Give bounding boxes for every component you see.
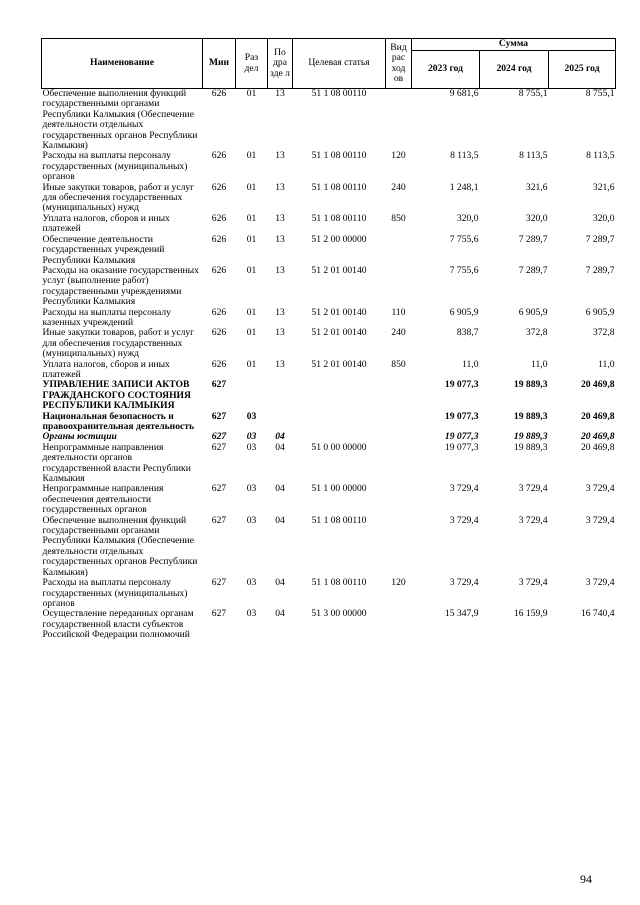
cell-target: 51 2 01 00140 — [311, 358, 367, 370]
cell-name: Национальная безопасность и правоохранительная деятельность — [42, 410, 195, 432]
cell-2023: 7 755,6 — [449, 233, 479, 245]
cell-podrazdel: 13 — [275, 327, 285, 339]
cell-2024: 11,0 — [531, 358, 548, 370]
cell-name: Органы юстиции — [42, 431, 117, 443]
cell-2025: 6 905,9 — [585, 306, 615, 318]
header-podrazdel: По дра зде л — [268, 39, 293, 89]
cell-2023: 9 681,6 — [449, 88, 479, 99]
cell-2025: 7 289,7 — [585, 233, 615, 245]
header-vid: Вид рас ход ов — [386, 39, 412, 89]
cell-2024: 3 729,4 — [518, 514, 548, 526]
cell-razdel: 03 — [246, 410, 257, 422]
cell-vid: 120 — [391, 577, 406, 589]
cell-target: 51 2 01 00140 — [311, 306, 367, 318]
cell-razdel: 01 — [246, 150, 257, 162]
table-row — [42, 328, 616, 359]
table-row — [42, 578, 616, 609]
cell-razdel: 01 — [246, 181, 257, 193]
header-2024: 2024 год — [480, 51, 549, 89]
cell-min: 626 — [211, 212, 227, 224]
cell-2023: 8 113,5 — [450, 150, 479, 162]
header-sum: Сумма — [412, 39, 616, 51]
cell-min: 626 — [211, 88, 227, 99]
cell-2025: 7 289,7 — [585, 264, 615, 276]
cell-2024: 8 755,1 — [518, 88, 548, 99]
cell-min: 626 — [211, 150, 227, 162]
table-row — [42, 183, 616, 214]
cell-target: 51 1 08 00110 — [311, 212, 367, 224]
cell-name: УПРАВЛЕНИЕ ЗАПИСИ АКТОВ ГРАЖДАНСКОГО СОСТОЯНИЯ РЕСПУБЛИКИ КАЛМЫКИЯ — [42, 379, 191, 412]
cell-min: 626 — [211, 181, 227, 193]
cell-podrazdel: 13 — [275, 181, 285, 193]
table-body — [42, 89, 616, 641]
cell-2023: 320,0 — [456, 212, 479, 224]
cell-podrazdel: 13 — [275, 88, 285, 99]
table-header — [42, 39, 616, 89]
cell-min: 627 — [211, 514, 227, 526]
header-razdel: Раз дел — [236, 39, 268, 89]
cell-target — [293, 380, 386, 411]
cell-2024: 19 889,3 — [513, 379, 548, 391]
cell-razdel: 01 — [246, 358, 257, 370]
cell-2023: 3 729,4 — [449, 577, 479, 589]
table-row — [42, 151, 616, 182]
table-row — [42, 484, 616, 515]
cell-2025: 20 469,8 — [580, 410, 615, 422]
cell-name: Иные закупки товаров, работ и услуг для обеспечения государственных (муниципальных) нужд — [42, 327, 195, 360]
table-row — [42, 360, 616, 381]
cell-2024: 19 889,3 — [513, 410, 548, 422]
cell-2023: 838,7 — [456, 327, 479, 339]
cell-podrazdel: 13 — [275, 212, 285, 224]
cell-vid: 240 — [391, 327, 406, 339]
cell-target: 51 0 00 00000 — [311, 441, 367, 453]
cell-razdel: 03 — [246, 608, 257, 620]
cell-vid — [386, 380, 412, 411]
cell-min: 626 — [211, 358, 227, 370]
budget-table — [41, 38, 616, 641]
cell-name: Расходы на выплаты персоналу государственных (муниципальных) органов — [42, 150, 188, 183]
cell-podrazdel — [268, 412, 293, 433]
cell-target: 51 2 00 00000 — [311, 233, 367, 245]
table-row — [42, 235, 616, 266]
table-row — [42, 266, 616, 308]
cell-vid — [386, 484, 412, 515]
cell-target: 51 1 08 00110 — [311, 88, 367, 99]
cell-target: 51 3 00 00000 — [311, 608, 367, 620]
page-number: 94 — [580, 872, 592, 886]
cell-2023: 1 248,1 — [449, 181, 479, 193]
cell-2023: 19 077,3 — [444, 379, 479, 391]
cell-2024: 372,8 — [525, 327, 548, 339]
cell-min: 627 — [211, 410, 227, 422]
cell-target: 51 1 08 00110 — [311, 150, 367, 162]
cell-min: 627 — [211, 379, 227, 391]
cell-2024: 321,6 — [525, 181, 548, 193]
cell-target: 51 2 01 00140 — [311, 327, 367, 339]
cell-2025: 8 755,1 — [585, 88, 615, 99]
header-name: Наименование — [42, 39, 203, 89]
cell-name: Непрограммные направления обеспечения деятельности государственных органов — [42, 483, 164, 516]
cell-2025: 3 729,4 — [585, 577, 615, 589]
cell-podrazdel: 04 — [275, 577, 285, 589]
header-target: Целевая статья — [293, 39, 386, 89]
cell-target: 51 2 01 00140 — [311, 264, 367, 276]
cell-2025: 321,6 — [592, 181, 615, 193]
cell-target: 51 1 08 00110 — [311, 181, 367, 193]
cell-2025: 8 113,5 — [586, 150, 615, 162]
cell-name: Иные закупки товаров, работ и услуг для обеспечения государственных (муниципальных) нужд — [42, 181, 195, 214]
cell-podrazdel: 13 — [275, 358, 285, 370]
cell-target: 51 1 08 00110 — [311, 514, 367, 526]
cell-razdel: 03 — [246, 483, 257, 495]
cell-2023: 3 729,4 — [449, 483, 479, 495]
cell-podrazdel: 13 — [275, 150, 285, 162]
table-row — [42, 443, 616, 485]
cell-2025: 372,8 — [592, 327, 615, 339]
cell-name: Обеспечение выполнения функций государственными органами Республики Калмыкия (Обеспечение деятельности отдельных государственных органов Республики Калмыкия) — [42, 88, 198, 152]
cell-2024: 320,0 — [525, 212, 548, 224]
cell-2024: 16 159,9 — [513, 608, 548, 620]
cell-podrazdel: 04 — [275, 483, 285, 495]
cell-podrazdel: 04 — [275, 608, 285, 620]
cell-2025: 3 729,4 — [585, 514, 615, 526]
cell-2025: 20 469,8 — [580, 431, 615, 443]
cell-vid — [386, 89, 412, 152]
cell-name: Обеспечение деятельности государственных учреждений Республики Калмыкия — [42, 233, 165, 266]
cell-min: 627 — [211, 483, 227, 495]
cell-2025: 20 469,8 — [580, 441, 615, 453]
cell-vid — [386, 516, 412, 578]
cell-vid — [386, 432, 412, 442]
cell-vid: 240 — [391, 181, 406, 193]
cell-2023: 3 729,4 — [449, 514, 479, 526]
cell-vid: 850 — [391, 212, 406, 224]
cell-vid: 110 — [391, 306, 406, 318]
cell-podrazdel: 13 — [275, 264, 285, 276]
cell-2025: 20 469,8 — [580, 379, 615, 391]
cell-vid — [386, 443, 412, 485]
cell-name: Расходы на выплаты персоналу государственных (муниципальных) органов — [42, 577, 188, 609]
cell-target — [293, 412, 386, 433]
cell-razdel: 03 — [246, 514, 257, 526]
cell-min: 627 — [211, 441, 227, 453]
header-min: Мин — [203, 39, 236, 89]
cell-2024: 3 729,4 — [518, 577, 548, 589]
cell-razdel: 03 — [246, 441, 257, 453]
cell-target: 51 1 00 00000 — [311, 483, 367, 495]
cell-2024: 19 889,3 — [513, 431, 548, 443]
cell-razdel: 01 — [246, 327, 257, 339]
cell-razdel: 01 — [246, 306, 257, 318]
cell-razdel: 01 — [246, 233, 257, 245]
cell-razdel: 01 — [246, 212, 257, 224]
cell-min: 627 — [211, 608, 227, 620]
cell-2023: 7 755,6 — [449, 264, 479, 276]
cell-podrazdel — [268, 380, 293, 411]
table-row — [42, 308, 616, 329]
header-2023: 2023 год — [412, 51, 480, 89]
cell-name: Непрограммные направления деятельности органов государственной власти Республики Калмыкия — [42, 441, 191, 485]
table-row — [42, 516, 616, 578]
table-row — [42, 609, 616, 640]
cell-2023: 19 077,3 — [444, 431, 479, 443]
cell-2023: 15 347,9 — [444, 608, 479, 620]
cell-razdel: 01 — [246, 88, 257, 99]
cell-2023: 19 077,3 — [444, 410, 479, 422]
cell-name: Расходы на оказание государственных услуг (выполнение работ) государственными учреждениями Республики Калмыкия — [42, 264, 199, 308]
cell-2024: 7 289,7 — [518, 233, 548, 245]
cell-razdel — [236, 380, 268, 411]
cell-2025: 16 740,4 — [580, 608, 615, 620]
cell-vid: 120 — [391, 150, 406, 162]
table-row — [42, 214, 616, 235]
cell-razdel: 03 — [246, 431, 257, 443]
cell-name: Уплата налогов, сборов и иных платежей — [42, 212, 170, 235]
cell-min: 627 — [211, 577, 227, 589]
cell-2025: 3 729,4 — [585, 483, 615, 495]
cell-min: 627 — [211, 431, 227, 443]
cell-name: Осуществление переданных органам государственной власти субъектов Российской Федерации полномочий — [42, 608, 194, 641]
cell-2023: 11,0 — [462, 358, 479, 370]
cell-2024: 6 905,9 — [518, 306, 548, 318]
header-2025: 2025 год — [549, 51, 616, 89]
table-row — [42, 412, 616, 433]
cell-podrazdel: 04 — [275, 441, 285, 453]
cell-vid — [386, 412, 412, 433]
cell-vid — [386, 609, 412, 640]
cell-name: Обеспечение выполнения функций государственными органами Республики Калмыкия (Обеспечение деятельности отдельных государственных органов Республики Калмыкия) — [42, 514, 198, 578]
cell-min: 626 — [211, 233, 227, 245]
cell-vid: 850 — [391, 358, 406, 370]
cell-2024: 3 729,4 — [518, 483, 548, 495]
cell-vid — [386, 235, 412, 266]
cell-2023: 6 905,9 — [449, 306, 479, 318]
cell-2023: 19 077,3 — [444, 441, 479, 453]
cell-name: Уплата налогов, сборов и иных платежей — [42, 358, 170, 380]
cell-razdel: 03 — [246, 577, 257, 589]
cell-razdel: 01 — [246, 264, 257, 276]
cell-2025: 320,0 — [592, 212, 615, 224]
cell-min: 626 — [211, 327, 227, 339]
table-row — [42, 380, 616, 411]
cell-2024: 7 289,7 — [518, 264, 548, 276]
cell-2025: 11,0 — [598, 358, 615, 370]
cell-podrazdel: 04 — [275, 431, 285, 443]
table-row — [42, 89, 616, 152]
cell-target: 51 1 08 00110 — [311, 577, 367, 589]
cell-podrazdel: 04 — [275, 514, 285, 526]
cell-min: 626 — [211, 306, 227, 318]
cell-name: Расходы на выплаты персоналу казенных учреждений — [42, 306, 171, 328]
cell-podrazdel: 13 — [275, 233, 285, 245]
cell-vid — [386, 266, 412, 308]
cell-2024: 8 113,5 — [519, 150, 548, 162]
cell-2024: 19 889,3 — [513, 441, 548, 453]
cell-podrazdel: 13 — [275, 306, 285, 318]
cell-min: 626 — [211, 264, 227, 276]
